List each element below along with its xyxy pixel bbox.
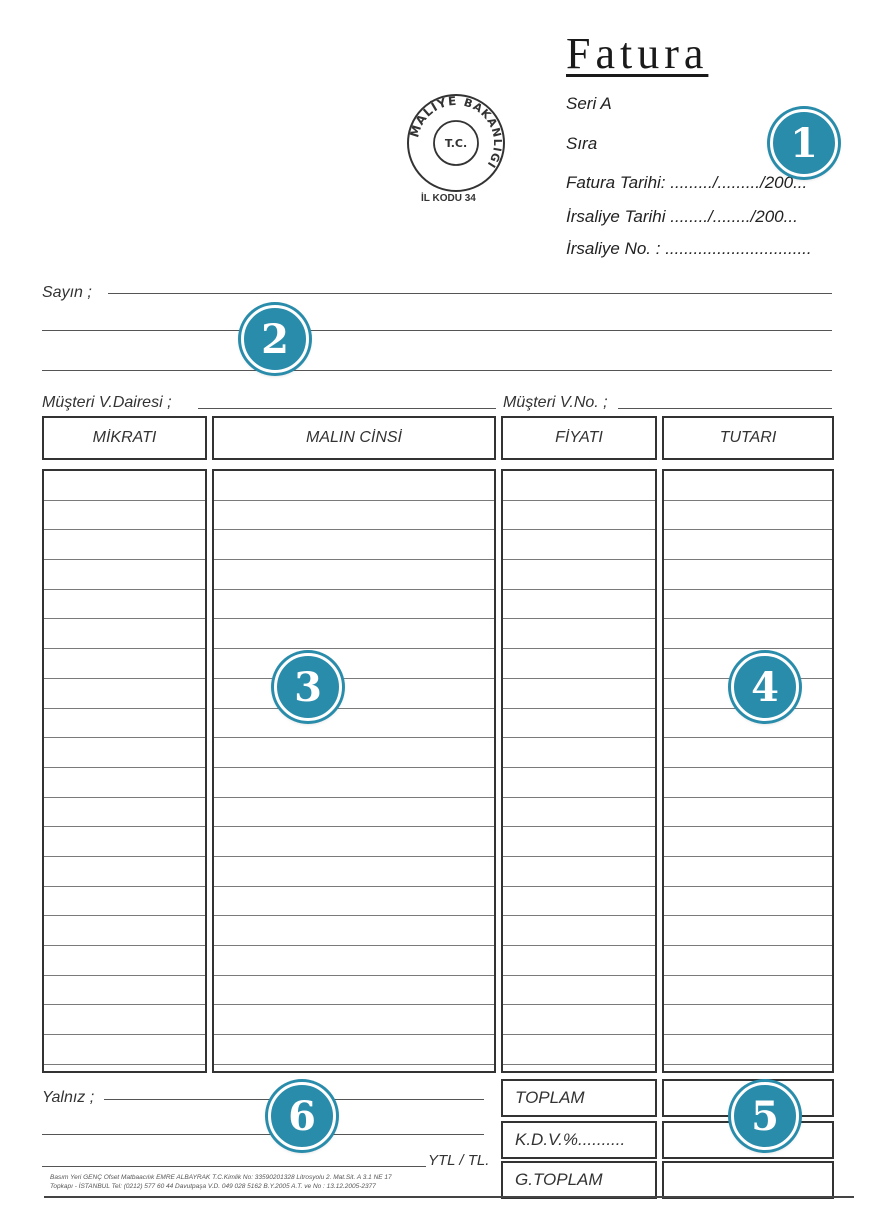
column-malin-cinsi <box>212 469 496 1073</box>
address-line-2 <box>42 370 832 371</box>
table-row <box>503 501 655 531</box>
table-row <box>503 916 655 946</box>
table-row <box>44 679 205 709</box>
yalniz-line-2 <box>42 1134 484 1135</box>
g-toplam-label: G.TOPLAM <box>501 1161 657 1199</box>
table-row <box>44 649 205 679</box>
table-row <box>214 590 494 620</box>
table-row <box>44 619 205 649</box>
table-row <box>664 619 832 649</box>
maliye-stamp <box>405 92 507 194</box>
table-row <box>503 560 655 590</box>
table-row <box>664 768 832 798</box>
table-row <box>44 857 205 887</box>
sayin-label: Sayın ; <box>42 284 92 301</box>
table-row <box>214 946 494 976</box>
table-row <box>214 857 494 887</box>
print-info-line-1: Basım Yeri GENÇ Ofset Matbaacılık EMRE ALBAYRAK T.C.Kimlik No: 33590201328 Litrosyolu 2. Mat.Sit. A 3.1 NE 17 <box>50 1174 392 1181</box>
column-fiyati <box>501 469 657 1073</box>
column-tutari <box>662 469 834 1073</box>
badge-1: 1 <box>770 109 838 177</box>
table-row <box>664 471 832 501</box>
vergi-dairesi-label: Müşteri V.Dairesi ; <box>42 394 172 411</box>
irsaliye-no-field: İrsaliye No. : ............................... <box>566 239 812 258</box>
table-row <box>503 709 655 739</box>
table-row <box>503 827 655 857</box>
table-row <box>664 887 832 917</box>
table-row <box>214 1005 494 1035</box>
table-row <box>44 946 205 976</box>
badge-6: 6 <box>268 1082 336 1150</box>
table-row <box>44 768 205 798</box>
table-row <box>214 798 494 828</box>
kdv-label: K.D.V.%.......... <box>501 1121 657 1159</box>
il-kodu-label: İL KODU 34 <box>421 193 476 204</box>
vergi-no-line <box>618 408 832 409</box>
badge-5: 5 <box>731 1082 799 1150</box>
table-row <box>44 1035 205 1065</box>
bottom-rule <box>44 1196 854 1198</box>
table-row <box>44 471 205 501</box>
table-row <box>44 1005 205 1035</box>
stamp-center-text: T.C. <box>444 137 468 150</box>
table-row <box>503 1005 655 1035</box>
sayin-line <box>108 293 832 294</box>
vergi-dairesi-line <box>198 408 496 409</box>
header-malin-cinsi: MALIN CİNSİ <box>212 416 496 460</box>
table-row <box>44 590 205 620</box>
table-row <box>503 738 655 768</box>
fatura-tarihi-field: Fatura Tarihi: ........./........./200... <box>566 173 808 192</box>
invoice-title: Fatura <box>566 29 709 78</box>
table-row <box>214 709 494 739</box>
table-row <box>664 738 832 768</box>
table-row <box>503 946 655 976</box>
table-row <box>664 560 832 590</box>
table-row <box>44 530 205 560</box>
table-row <box>503 530 655 560</box>
table-row <box>503 679 655 709</box>
table-row <box>214 471 494 501</box>
table-row <box>214 887 494 917</box>
table-row <box>503 590 655 620</box>
seri-label: Seri A <box>566 94 612 113</box>
table-row <box>664 501 832 531</box>
table-row <box>503 798 655 828</box>
table-row <box>664 946 832 976</box>
table-row <box>503 1035 655 1065</box>
svg-text:MALİYE <box>407 94 458 139</box>
table-row <box>214 976 494 1006</box>
yalniz-label: Yalnız ; <box>42 1089 95 1106</box>
table-row <box>664 1035 832 1065</box>
table-row <box>664 827 832 857</box>
table-row <box>214 530 494 560</box>
table-row <box>664 916 832 946</box>
table-row <box>44 560 205 590</box>
table-row <box>44 709 205 739</box>
currency-label: YTL / TL. <box>428 1152 490 1169</box>
stamp-top-text: MALİYE <box>407 93 458 140</box>
badge-4: 4 <box>731 653 799 721</box>
table-row <box>44 827 205 857</box>
badge-2: 2 <box>241 305 309 373</box>
toplam-label: TOPLAM <box>501 1079 657 1117</box>
table-row <box>503 649 655 679</box>
table-row <box>664 590 832 620</box>
table-row <box>503 887 655 917</box>
svg-text:BAKANLIĞI <box>462 96 504 171</box>
table-row <box>664 976 832 1006</box>
table-row <box>214 916 494 946</box>
table-row <box>664 1005 832 1035</box>
print-info-line-2: Topkapı - İSTANBUL Tel: (0212) 577 60 44 Davutpaşa V.D. 049 028 5162 B.Y.2005 A.T. ve No : 13.12.2005-2377 <box>50 1183 376 1190</box>
table-row <box>214 827 494 857</box>
table-row <box>44 501 205 531</box>
table-row <box>503 471 655 501</box>
table-row <box>503 976 655 1006</box>
table-row <box>214 560 494 590</box>
table-row <box>214 619 494 649</box>
table-row <box>214 738 494 768</box>
table-row <box>44 887 205 917</box>
address-line-1 <box>42 330 832 331</box>
table-row <box>44 798 205 828</box>
stamp-right-text: BAKANLIĞI <box>462 95 505 171</box>
yalniz-line-3 <box>42 1166 426 1167</box>
table-row <box>664 530 832 560</box>
table-row <box>214 649 494 679</box>
table-row <box>44 738 205 768</box>
table-row <box>664 857 832 887</box>
column-mikrati <box>42 469 207 1073</box>
table-row <box>664 798 832 828</box>
table-row <box>503 619 655 649</box>
table-row <box>44 916 205 946</box>
header-mikrati: MİKRATI <box>42 416 207 460</box>
irsaliye-tarihi-field: İrsaliye Tarihi ......../......../200... <box>566 207 798 226</box>
sira-label: Sıra <box>566 134 598 153</box>
header-tutari: TUTARI <box>662 416 834 460</box>
table-row <box>44 976 205 1006</box>
badge-3: 3 <box>274 653 342 721</box>
table-row <box>503 857 655 887</box>
vergi-no-label: Müşteri V.No. ; <box>503 394 608 411</box>
header-fiyati: FİYATI <box>501 416 657 460</box>
table-row <box>214 501 494 531</box>
g-toplam-value-box <box>662 1161 834 1199</box>
table-row <box>214 1035 494 1065</box>
table-row <box>214 679 494 709</box>
table-row <box>503 768 655 798</box>
table-row <box>214 768 494 798</box>
